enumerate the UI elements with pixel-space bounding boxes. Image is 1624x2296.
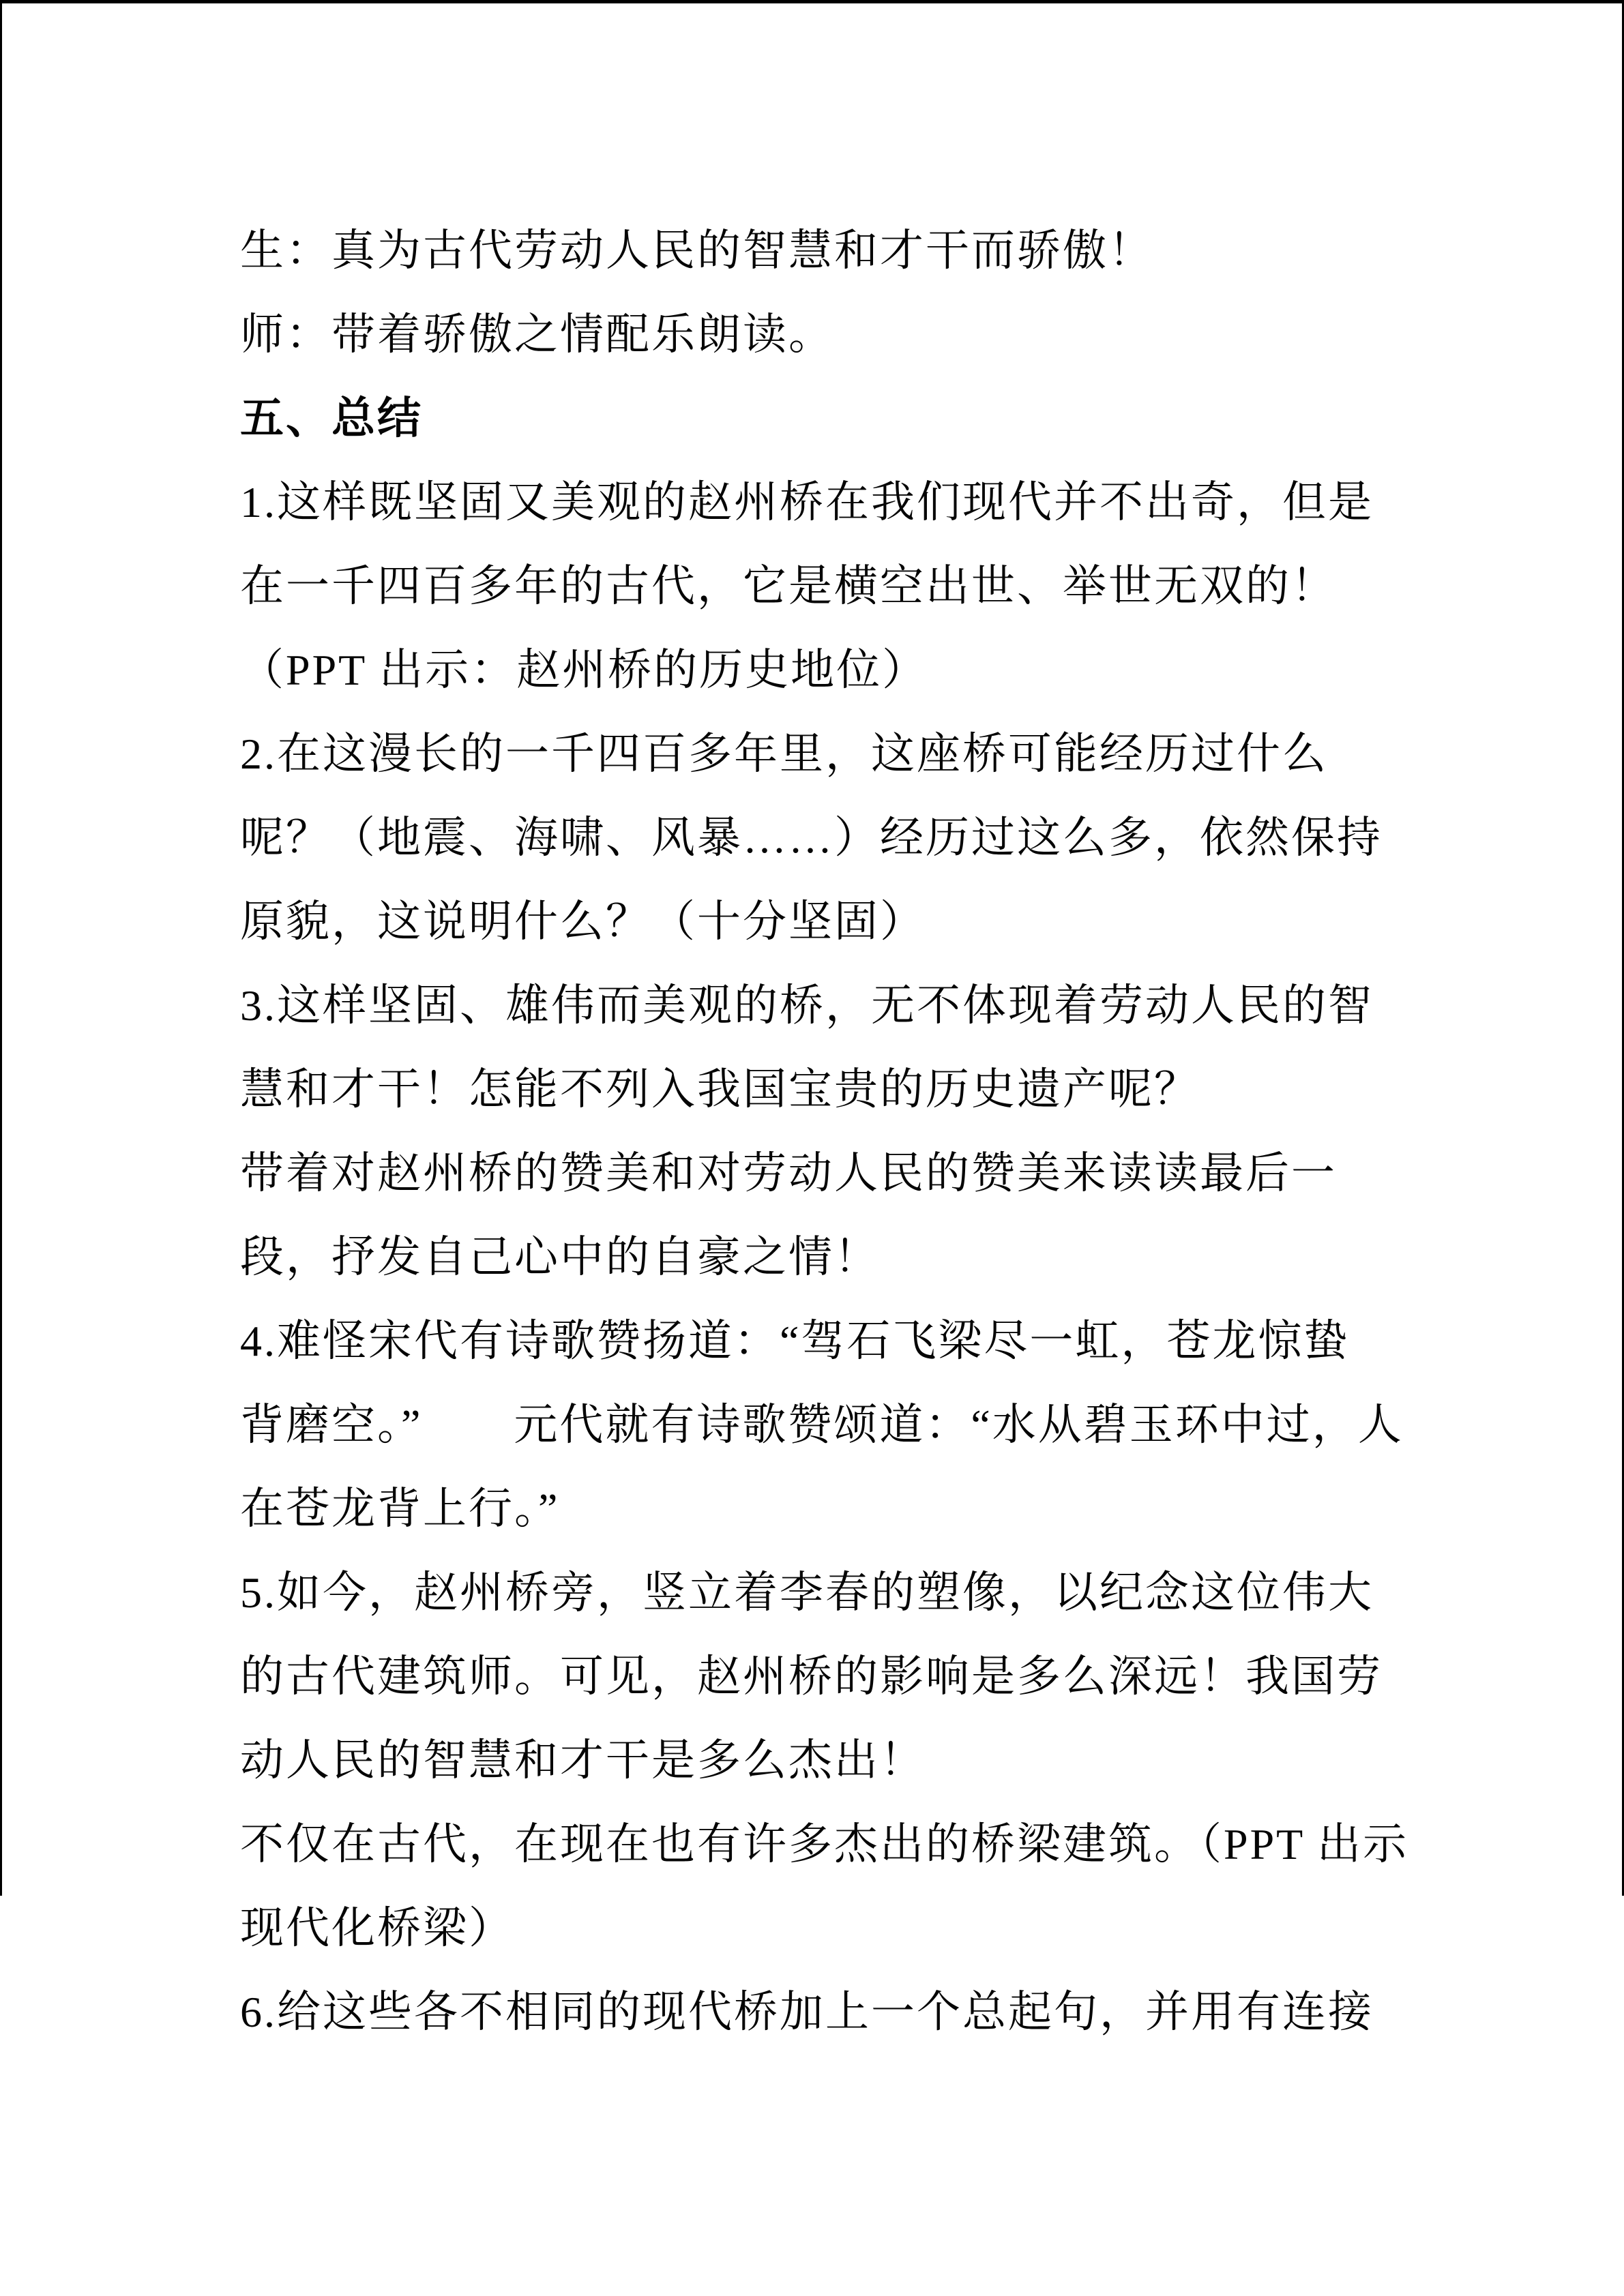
text-line: 2.在这漫长的一千四百多年里，这座桥可能经历过什么	[240, 730, 1328, 778]
section-heading: 五、总结	[240, 394, 423, 443]
text-line: 6.给这些各不相同的现代桥加上一个总起句，并用有连接	[240, 1988, 1374, 2036]
document-body	[240, 209, 1409, 2054]
text-line: 的古代建筑师。可见，赵州桥的影响是多么深远！我国劳	[240, 1652, 1383, 1701]
text-line: 在一千四百多年的古代，它是横空出世、举世无双的！	[240, 562, 1337, 610]
text-line: 呢？（地震、海啸、风暴……）经历过这么多，依然保持	[240, 814, 1383, 862]
text-line: 现代化桥梁）	[240, 1904, 514, 1952]
page-edge-left	[0, 0, 2, 1896]
text-line: 师：带着骄傲之情配乐朗读。	[240, 310, 834, 359]
page-edge-top	[0, 0, 1624, 3]
text-line: 不仅在古代，在现在也有许多杰出的桥梁建筑。（PPT 出示	[240, 1820, 1409, 1868]
text-line: 4.难怪宋代有诗歌赞扬道：“驾石飞梁尽一虹，苍龙惊蛰	[240, 1317, 1350, 1365]
text-line: 段，抒发自己心中的自豪之情！	[240, 1233, 880, 1281]
text-line: 动人民的智慧和才干是多么杰出！	[240, 1736, 926, 1785]
text-line: （PPT 出示：赵州桥的历史地位）	[240, 646, 928, 694]
text-line: 原貌，这说明什么？（十分坚固）	[240, 897, 926, 946]
text-line: 在苍龙背上行。”	[240, 1485, 560, 1533]
text-line: 生：真为古代劳动人民的智慧和才干而骄傲！	[240, 226, 1154, 275]
text-line: 5.如今，赵州桥旁，竖立着李春的塑像，以纪念这位伟大	[240, 1568, 1374, 1617]
text-line: 慧和才干！怎能不列入我国宝贵的历史遗产呢？	[240, 1065, 1200, 1114]
text-line: 1.这样既坚固又美观的赵州桥在我们现代并不出奇，但是	[240, 478, 1374, 526]
text-line: 3.这样坚固、雄伟而美观的桥，无不体现着劳动人民的智	[240, 981, 1374, 1030]
text-line: 背磨空。” 元代就有诗歌赞颂道：“水从碧玉环中过，人	[240, 1401, 1404, 1449]
text-line: 带着对赵州桥的赞美和对劳动人民的赞美来读读最后一	[240, 1149, 1337, 1197]
